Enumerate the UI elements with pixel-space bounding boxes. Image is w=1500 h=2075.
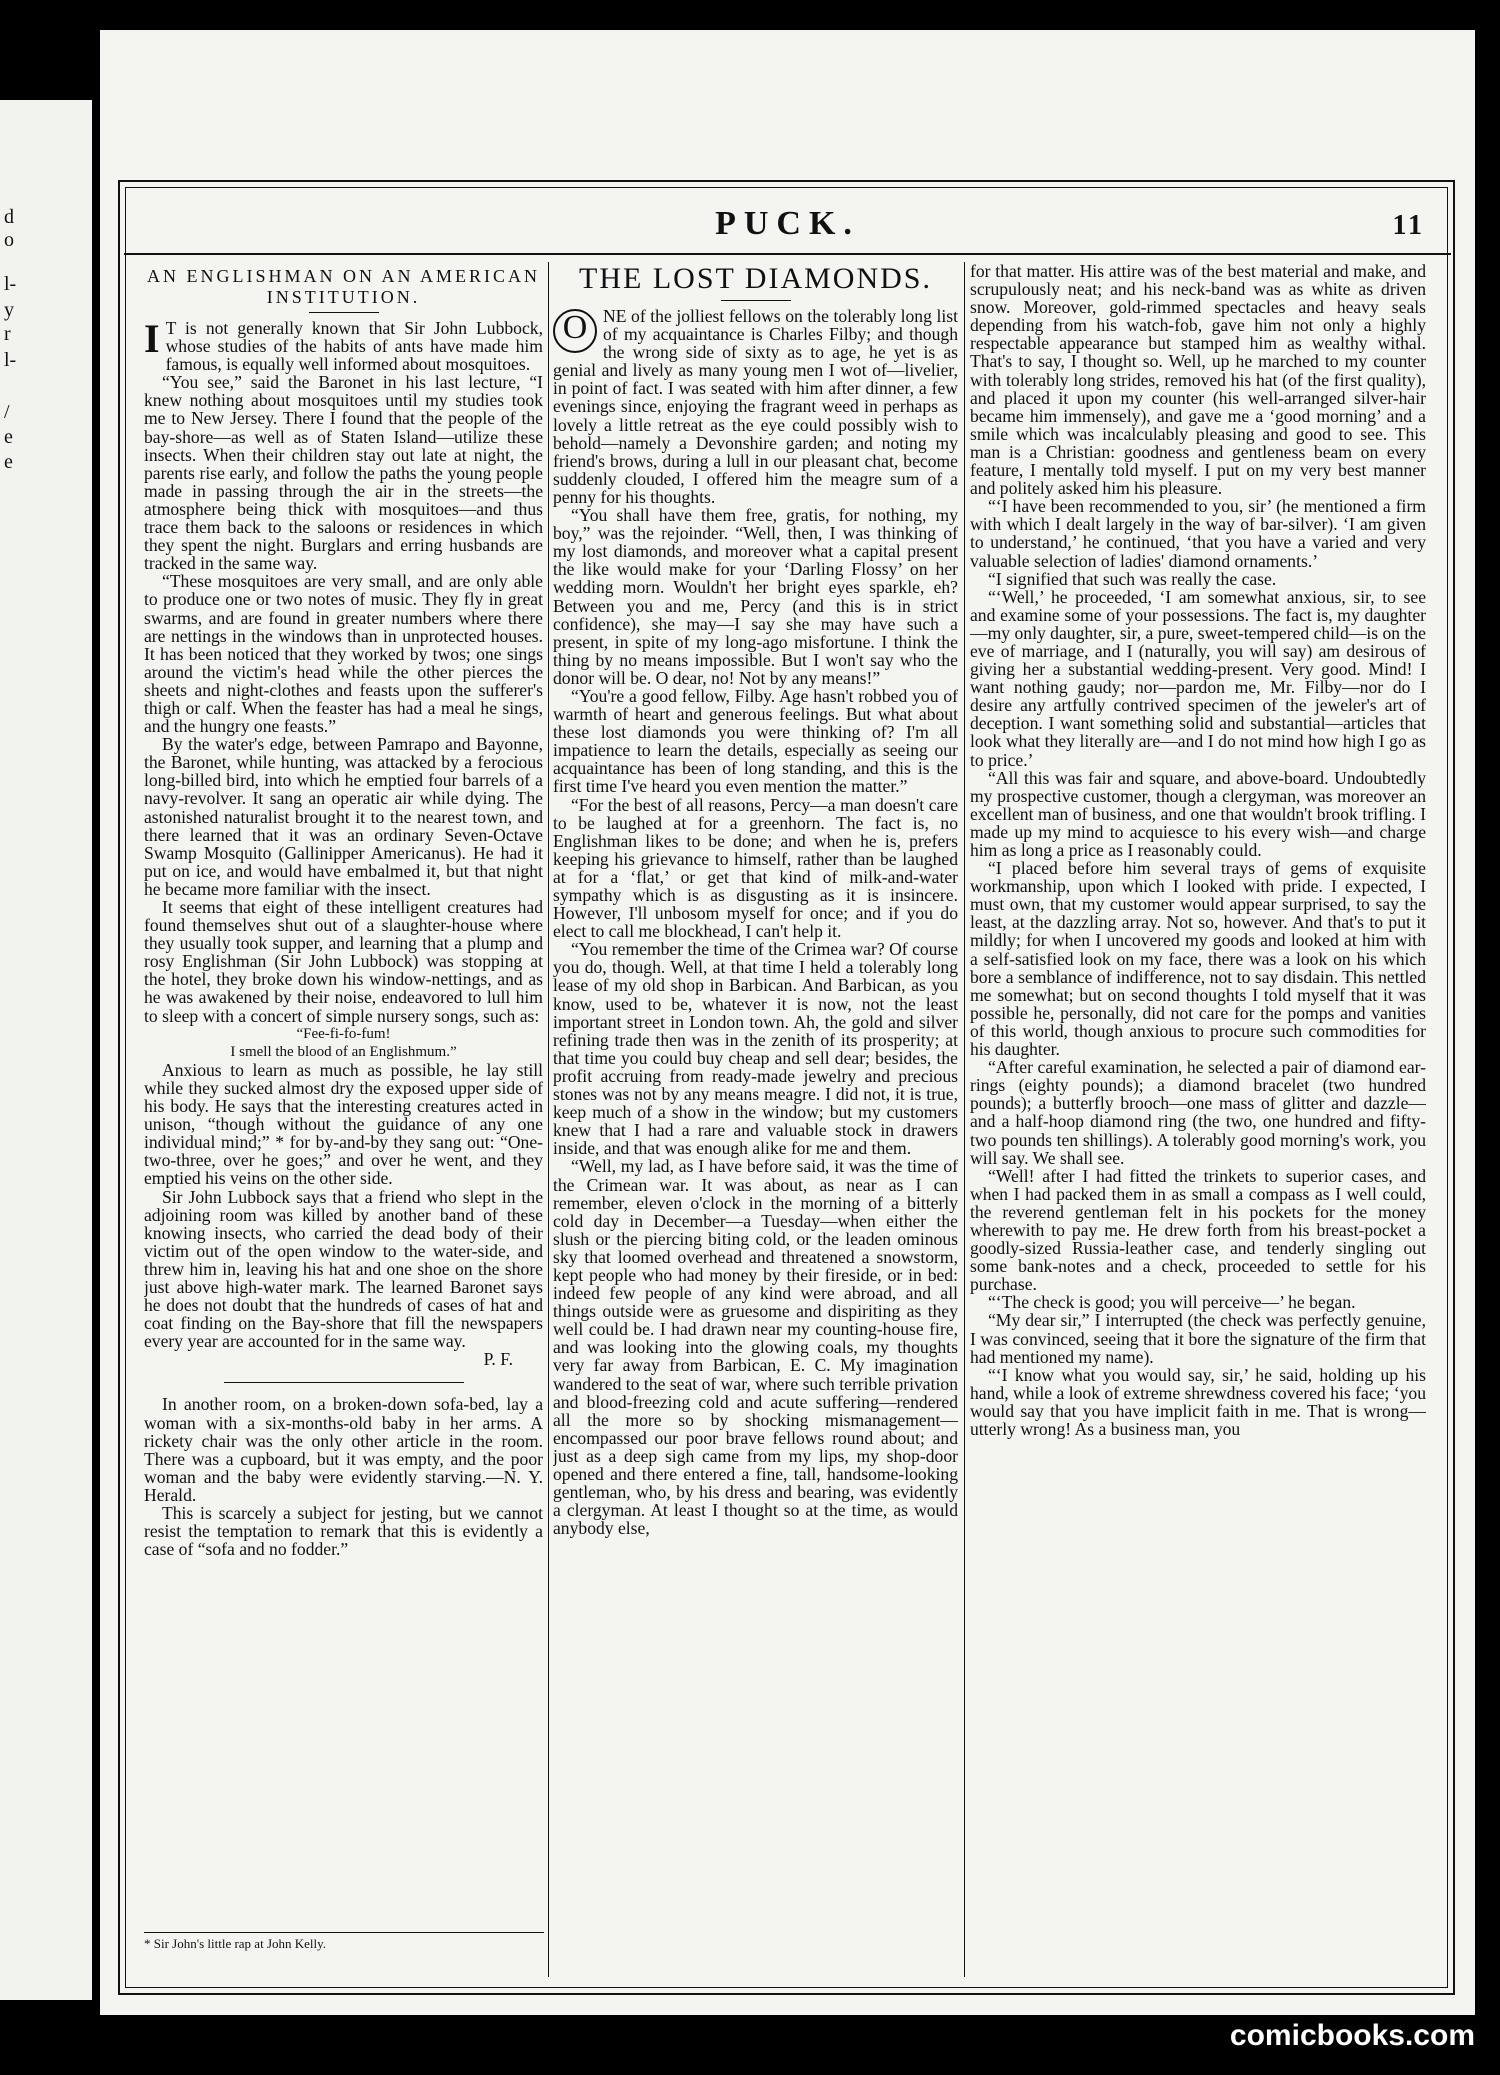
- paragraph: By the water's edge, between Pamrapo and Bayonne, the Baronet, while hunting, was attacked by a ferocious long-billed bird, into which he emptied four barrels of a navy-revolver. It sang an operatic air while dying. The astonished naturalist brought it to the nearest town, and there learned that it was an ordinary Seven-Octave Swamp Mosquito (Gallinipper Americanus). He had it put on ice, and would have embalmed it, but that night he became more familiar with the insect.: [144, 734, 543, 899]
- margin-fragment: d: [4, 206, 14, 228]
- paragraph: “All this was fair and square, and above-board. Undoubtedly my prospective customer, though a clergyman, was moreover an excellent man of business, and one that wouldn't brook trifling. I made up my mind to acquiesce to his every wish—and charge him as long a price as I reasonably could.: [970, 767, 1426, 860]
- article-title: THE LOST DIAMONDS.: [579, 262, 932, 295]
- header-rule: [124, 253, 1451, 255]
- paragraph: “After careful examination, he selected a pair of diamond ear-rings (eighty pounds); a diamond bracelet (two hundred pounds); a butterfly brooch—one mass of glitter and dazzle—and a half-hoop diamond ring (the two, one hundred and fifty-two pounds ten shillings). A tolerably good morning's work, you will say. We shall see.: [970, 1057, 1426, 1168]
- paragraph: “‘I know what you would say, sir,’ he said, holding up his hand, while a look of extreme shrewdness covered his face; ‘you would say that you have implicit faith in me. That is wrong—utterly wrong! As a business man, you: [970, 1364, 1426, 1439]
- article-title: AN ENGLISHMAN ON AN AMERICAN INSTITUTION.: [146, 266, 540, 307]
- page-number: 11: [1392, 210, 1425, 241]
- paragraph: “You shall have them free, gratis, for nothing, my boy,” was the rejoinder. “Well, then, I was thinking of my lost diamonds, and moreover what a capital present the like would make for your ‘Darling Flossy’ on her wedding morn. Wouldn't her bright eyes sparkle, eh? Between you and me, Percy (and this is in strict confidence), she may—I say she may have such a present, in spite of my long-ago misfortune. I think the thing by no means impossible. But I won't say who the donor will be. O dear, no! Not by any means!”: [553, 505, 958, 688]
- verse-line: “Fee-fi-fo-fum!: [296, 1025, 391, 1042]
- paragraph: It seems that eight of these intelligent creatures had found themselves shut out of a slaughter-house where they usually took supper, and learning that a plump and rosy Englishman (Sir John Lubbock) was stopping at the hotel, they broke down his window-nettings, and as he was awakened by their noise, endeavored to lull him to sleep with a concert of simple nursery songs, such as:: [144, 897, 543, 1026]
- drop-cap: O: [553, 309, 597, 353]
- margin-fragment: r: [4, 323, 11, 345]
- masthead: PUCK.: [715, 205, 860, 242]
- column-2: [553, 262, 958, 1977]
- previous-page-edge: [0, 100, 92, 2000]
- paragraph: “You see,” said the Baronet in his last lecture, “I knew nothing about mosquitoes until my studies took me to New Jersey. There I found that the people of the bay-shore—as well as of Staten Island—utilize these insects. When their children stay out late at night, the parents rise early, and follow the paths the young people made in passing through the air in the streets—the atmosphere being thick with mosquitoes—and thus trace them back to the saloons or residences in which they spent the night. Burglars and erring husbands are tracked in the same way.: [144, 372, 543, 574]
- paragraph: “These mosquitoes are very small, and are only able to produce one or two notes of music. They fly in great swarms, and are found in greater numbers where there are nettings in the windows than in unprotected houses. It has been noticed that they worked by twos; one sings around the victim's head while the other pierces the sheets and night-clothes and feasts upon the sufferer's thigh or calf. When the feaster has had a meal he sings, and the hungry one feasts.”: [144, 571, 543, 737]
- paragraph: I T is not generally known that Sir John Lubbock, whose studies of the habits of ants have made him famous, is equally well informed about mosquitoes.: [144, 316, 543, 375]
- column-1: [144, 262, 543, 1922]
- magazine-page: [100, 30, 1475, 2015]
- margin-fragment: l-: [4, 273, 17, 295]
- margin-fragment: e: [4, 451, 13, 473]
- paragraph: This is scarcely a subject for jesting, but we cannot resist the temptation to remark that this is evidently a case of “sofa and no fodder.”: [144, 1503, 543, 1560]
- paragraph: “My dear sir,” I interrupted (the check was perfectly genuine, I was convinced, seeing that it bore the signature of the firm that had mentioned my name).: [970, 1310, 1426, 1367]
- paragraph: “Well! after I had fitted the trinkets to superior cases, and when I had packed them in as small a compass as I well could, the reverend gentleman felt in his pockets for the money wherewith to pay me. He drew forth from his breast-pocket a goodly-sized Russia-leather case, and tenderly singling out some bank-notes and a check, proceeded to settle for his purchase.: [970, 1165, 1426, 1295]
- footnote: * Sir John's little rap at John Kelly.: [144, 1932, 544, 1952]
- verse-line: I smell the blood of an Englishmum.”: [230, 1043, 457, 1060]
- drop-cap: I: [144, 316, 160, 361]
- paragraph: “You remember the time of the Crimea war? Of course you do, though. Well, at that time I held a tolerably long lease of my old shop in Barbican. And Barbican, as you know, used to be, whatever it is now, not the least important street in London town. Ah, the gold and silver refining trade then was in the zenith of its prosperity; at that time you could buy cheap and sell dear; besides, the profit accruing from ready-made jewelry and precious stones was not by any means meagre. I did not, it is true, keep much of a show in the window; but my customers knew that I had a rare and valuable stock in drawers inside, and that was enough alike for me and them.: [553, 939, 958, 1159]
- title-rule: [721, 300, 791, 301]
- paragraph: O NE of the jolliest fellows on the tolerably long list of my acquaintance is Charles Filby; and though the wrong side of sixty as to age, he yet is as genial and lively as many young men I wot of—livelier, in point of fact. I was seated with him after dinner, a few evenings since, enjoying the fragrant weed in perhaps as lovely a little retreat as the eye could possibly wish to behold—namely a Devonshire garden; and noting my friend's brows, during a lull in our pleasant chat, become suddenly clouded, I offered him the meagre sum of a penny for his thoughts.: [553, 306, 958, 507]
- paragraph: “‘I have been recommended to you, sir’ (he mentioned a firm with which I dealt largely in the way of bar-silver). ‘I am given to understand,’ he continued, ‘that you have a varied and very valuable selection of ladies' diamond ornaments.’: [970, 496, 1426, 571]
- watermark: comicbooks.com: [1229, 2019, 1475, 2052]
- paragraph: “I signified that such was really the case.: [988, 568, 1277, 589]
- paragraph: “‘The check is good; you will perceive—’ he began.: [988, 1292, 1356, 1313]
- margin-fragment: y: [4, 299, 14, 321]
- paragraph: “Well, my lad, as I have before said, it was the time of the Crimean war. It was about, as near as I can remember, eleven o'clock in the morning of a bitterly cold day in December—a Tuesday—when either the slush or the piercing biting cold, or the leaden ominous sky that loomed overhead and threatened a snowstorm, kept people who had money by their fireside, or in bed: indeed few people of any kind were abroad, and all things outside were as gruesome and dispiriting as they well could be. I had drawn near my counting-house fire, and was looking into the glowing coals, my thoughts very far away from Barbican, E. C. My imagination wandered to the seat of war, where such terrible privation and blood-freezing cold and acute suffering—rendered all the more so by shocking mismanagement—encompassed our poor brave fellows round about; and just as a deep sigh came from my lips, my shop-door opened and there entered a fine, tall, handsome-looking gentleman, who, by his dress and bearing, was evidently a clergyman. At least I thought so at the time, as would anybody else,: [553, 1156, 958, 1539]
- paragraph: In another room, on a broken-down sofa-bed, lay a woman with a six-months-old baby in her arms. A rickety chair was the only other article in the room. There was a cupboard, but it was empty, and the poor woman and the baby were evidently starving.—N. Y. Herald.: [144, 1394, 543, 1505]
- paragraph: “You're a good fellow, Filby. Age hasn't robbed you of warmth of heart and generous feelings. But what about these lost diamonds you were thinking of? I'm all impatience to learn the details, especially as seeing our acquaintance has been of long standing, and this is the first time I've heard you even mention the matter.”: [553, 685, 958, 797]
- paragraph: Sir John Lubbock says that a friend who slept in the adjoining room was killed by another band of these knowing insects, who carried the dead body of their victim out of the open window to the water-side, and threw him in, leaving his hat and one shoe on the shore just above high-water mark. The learned Baronet says he does not doubt that the hundreds of cases of hat and coat finding on the Bay-shore that fill the newspapers every year are accounted for in the same way.: [144, 1186, 543, 1352]
- margin-fragment: /: [4, 401, 10, 423]
- column-divider: [964, 262, 965, 1977]
- paragraph: “‘Well,’ he proceeded, ‘I am somewhat anxious, sir, to see and examine some of your possessions. The fact is, my daughter—my only daughter, sir, a pure, sweet-tempered child—is on the eve of marriage, and I (naturally, you will say) am desirous of giving her a substantial wedding-present. Very good. Mind! I want nothing gaudy; nor—pardon me, Mr. Filby—nor do I desire any artfully contrived specimen of the jeweler's art of deception. I want something solid and substantial—articles that look what they literally are—and I do not mind how high I go as to price.’: [970, 586, 1426, 770]
- section-rule: [224, 1382, 464, 1383]
- paragraph: “For the best of all reasons, Percy—a man doesn't care to be laughed at for a greenhorn. The fact is, no Englishman likes to be done; and when he is, prefers keeping his grievance to himself, rather than be laughed at for a ‘flat,’ or get that kind of milk-and-water sympathy which is as disgusting as it is insincere. However, I'll unbosom myself for once; and if you do elect to call me blockhead, I can't help it.: [553, 794, 958, 942]
- signature: P. F.: [483, 1349, 513, 1370]
- margin-fragment: l-: [4, 349, 17, 371]
- title-rule: [309, 312, 379, 313]
- margin-fragment: o: [4, 229, 14, 251]
- margin-fragment: e: [4, 426, 13, 448]
- paragraph: for that matter. His attire was of the best material and make, and scrupulously neat; and his neck-band was as white as driven snow. Moreover, gold-rimmed spectacles and heavy seals depending from his watch-fob, gave him not only a highly respectable appearance but stamped him as wealthy withal. That's to say, I thought so. Well, up he marched to my counter with tolerably long strides, removed his hat (of the first quality), and placed it upon my counter (his well-arranged silver-hair became him immensely), and gave me a ‘good morning’ and a smile which was incalculably pleasing and good to see. This man is a Christian: goodness and gentleness beam on every feature, I mentally told myself. I put on my very best manner and politely asked him his pleasure.: [970, 262, 1426, 499]
- column-3: [970, 262, 1426, 1977]
- paragraph: “I placed before him several trays of gems of exquisite workmanship, upon which I looked with pride. I expected, I must own, that my customer would appear surprised, to say the least, at the dazzling array. Not so, however. And that's to put it mildly; for when I uncovered my goods and looked at him with a self-satisfied look on my face, there was a look on his which bore a semblance of indifference, not to say disdain. This nettled me somewhat; but on second thoughts I told myself that it was possible he, personally, did not care for the pomps and vanities of this world, though anxious to procure such commodities for his daughter.: [970, 858, 1426, 1060]
- paragraph: Anxious to learn as much as possible, he lay still while they sucked almost dry the exposed upper side of his body. He says that the interesting creatures acted in unison, “though without the guidance of any one individual mind;” * for by-and-by they sang out: “One-two-three, over he goes;” and over he went, and they emptied his veins on the other side.: [144, 1059, 543, 1189]
- column-divider: [548, 262, 549, 1977]
